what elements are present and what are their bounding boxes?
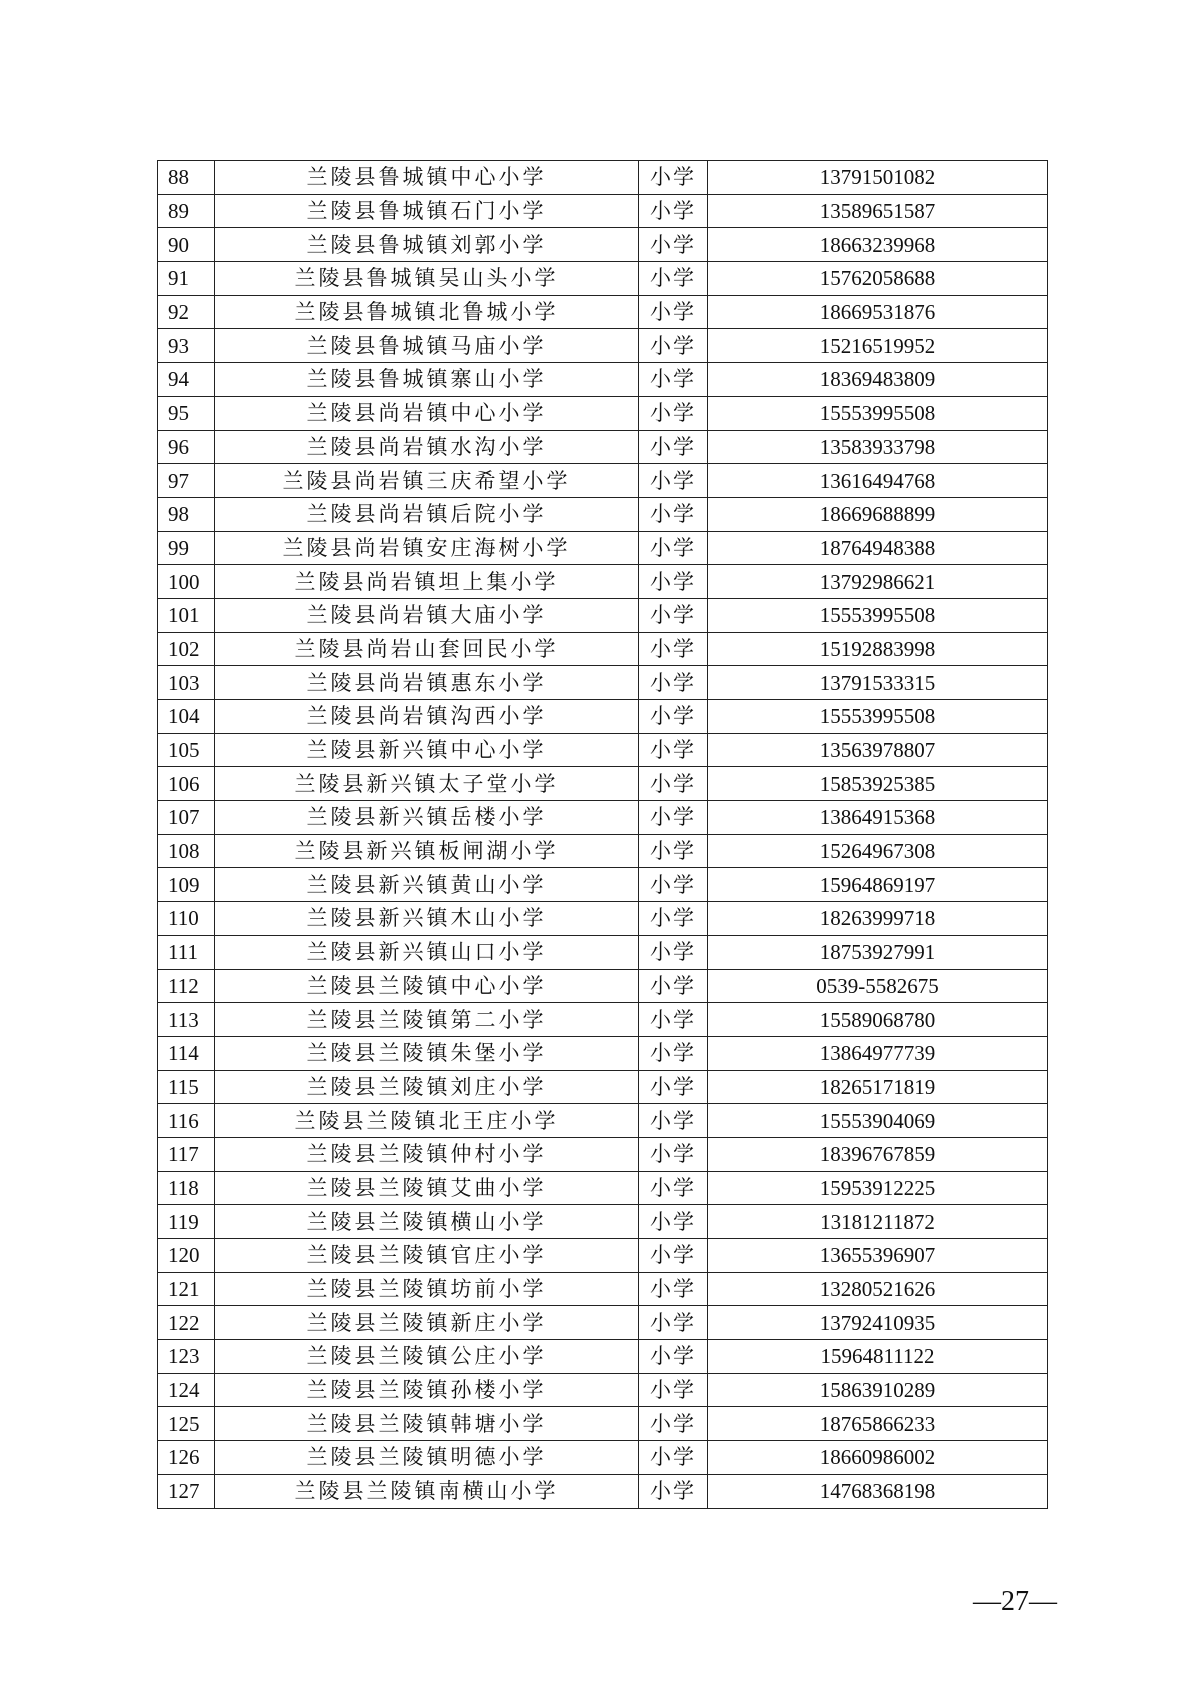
phone-number: 15264967308 — [708, 834, 1048, 868]
table-body — [158, 161, 1048, 1509]
school-type: 小学 — [639, 329, 708, 363]
table-row — [158, 464, 1048, 498]
table-row — [158, 767, 1048, 801]
phone-number: 13563978807 — [708, 733, 1048, 767]
row-number: 98 — [158, 497, 215, 531]
phone-number: 18265171819 — [708, 1070, 1048, 1104]
table-row — [158, 1239, 1048, 1273]
school-name: 兰陵县鲁城镇吴山头小学 — [215, 262, 639, 296]
school-type: 小学 — [639, 1137, 708, 1171]
school-type: 小学 — [639, 194, 708, 228]
school-type: 小学 — [639, 1003, 708, 1037]
school-name: 兰陵县兰陵镇韩塘小学 — [215, 1407, 639, 1441]
school-type: 小学 — [639, 1070, 708, 1104]
table-row — [158, 868, 1048, 902]
phone-number: 13791533315 — [708, 666, 1048, 700]
school-type: 小学 — [639, 666, 708, 700]
phone-number: 18369483809 — [708, 363, 1048, 397]
phone-number: 15853925385 — [708, 767, 1048, 801]
school-type: 小学 — [639, 1036, 708, 1070]
school-name: 兰陵县尚岩镇沟西小学 — [215, 700, 639, 734]
row-number: 93 — [158, 329, 215, 363]
school-name: 兰陵县鲁城镇中心小学 — [215, 161, 639, 195]
row-number: 107 — [158, 801, 215, 835]
row-number: 112 — [158, 969, 215, 1003]
row-number: 122 — [158, 1306, 215, 1340]
school-name: 兰陵县尚岩镇水沟小学 — [215, 430, 639, 464]
phone-number: 18765866233 — [708, 1407, 1048, 1441]
row-number: 126 — [158, 1441, 215, 1475]
table-row — [158, 1272, 1048, 1306]
school-type: 小学 — [639, 1474, 708, 1508]
table-row — [158, 834, 1048, 868]
school-type: 小学 — [639, 396, 708, 430]
school-name: 兰陵县兰陵镇南横山小学 — [215, 1474, 639, 1508]
school-type: 小学 — [639, 497, 708, 531]
table-row — [158, 1340, 1048, 1374]
phone-number: 15953912225 — [708, 1171, 1048, 1205]
row-number: 106 — [158, 767, 215, 801]
row-number: 91 — [158, 262, 215, 296]
table-row — [158, 598, 1048, 632]
phone-number: 15553995508 — [708, 396, 1048, 430]
school-name: 兰陵县新兴镇板闸湖小学 — [215, 834, 639, 868]
row-number: 95 — [158, 396, 215, 430]
school-name: 兰陵县兰陵镇明德小学 — [215, 1441, 639, 1475]
school-name: 兰陵县尚岩镇中心小学 — [215, 396, 639, 430]
phone-number: 13864915368 — [708, 801, 1048, 835]
table-row — [158, 935, 1048, 969]
table-row — [158, 700, 1048, 734]
table-row — [158, 1474, 1048, 1508]
row-number: 110 — [158, 902, 215, 936]
phone-number: 13181211872 — [708, 1205, 1048, 1239]
school-name: 兰陵县兰陵镇第二小学 — [215, 1003, 639, 1037]
school-contact-table — [157, 160, 1048, 1509]
table-row — [158, 295, 1048, 329]
phone-number: 18396767859 — [708, 1137, 1048, 1171]
school-type: 小学 — [639, 228, 708, 262]
phone-number: 15964811122 — [708, 1340, 1048, 1374]
row-number: 94 — [158, 363, 215, 397]
table-row — [158, 329, 1048, 363]
school-name: 兰陵县兰陵镇中心小学 — [215, 969, 639, 1003]
phone-number: 15589068780 — [708, 1003, 1048, 1037]
school-type: 小学 — [639, 565, 708, 599]
table-row — [158, 430, 1048, 464]
school-name: 兰陵县鲁城镇石门小学 — [215, 194, 639, 228]
school-name: 兰陵县兰陵镇艾曲小学 — [215, 1171, 639, 1205]
table-row — [158, 262, 1048, 296]
school-name: 兰陵县鲁城镇北鲁城小学 — [215, 295, 639, 329]
phone-number: 14768368198 — [708, 1474, 1048, 1508]
row-number: 114 — [158, 1036, 215, 1070]
row-number: 97 — [158, 464, 215, 498]
school-type: 小学 — [639, 161, 708, 195]
school-type: 小学 — [639, 262, 708, 296]
school-name: 兰陵县尚岩镇三庆希望小学 — [215, 464, 639, 498]
row-number: 101 — [158, 598, 215, 632]
school-name: 兰陵县兰陵镇北王庄小学 — [215, 1104, 639, 1138]
phone-number: 0539-5582675 — [708, 969, 1048, 1003]
row-number: 88 — [158, 161, 215, 195]
phone-number: 15762058688 — [708, 262, 1048, 296]
phone-number: 15192883998 — [708, 632, 1048, 666]
table-row — [158, 969, 1048, 1003]
school-type: 小学 — [639, 1272, 708, 1306]
school-name: 兰陵县新兴镇木山小学 — [215, 902, 639, 936]
table-row — [158, 1137, 1048, 1171]
table-row — [158, 194, 1048, 228]
school-type: 小学 — [639, 632, 708, 666]
school-name: 兰陵县尚岩镇安庄海树小学 — [215, 531, 639, 565]
row-number: 99 — [158, 531, 215, 565]
table-row — [158, 1407, 1048, 1441]
school-name: 兰陵县新兴镇山口小学 — [215, 935, 639, 969]
row-number: 121 — [158, 1272, 215, 1306]
school-type: 小学 — [639, 868, 708, 902]
table-row — [158, 801, 1048, 835]
school-type: 小学 — [639, 1104, 708, 1138]
phone-number: 18669531876 — [708, 295, 1048, 329]
school-name: 兰陵县兰陵镇朱堡小学 — [215, 1036, 639, 1070]
row-number: 127 — [158, 1474, 215, 1508]
school-name: 兰陵县兰陵镇仲村小学 — [215, 1137, 639, 1171]
school-name: 兰陵县新兴镇太子堂小学 — [215, 767, 639, 801]
school-type: 小学 — [639, 834, 708, 868]
phone-number: 18764948388 — [708, 531, 1048, 565]
row-number: 125 — [158, 1407, 215, 1441]
phone-number: 15553995508 — [708, 700, 1048, 734]
phone-number: 18669688899 — [708, 497, 1048, 531]
table-row — [158, 1441, 1048, 1475]
table-row — [158, 497, 1048, 531]
school-type: 小学 — [639, 733, 708, 767]
school-name: 兰陵县尚岩镇大庙小学 — [215, 598, 639, 632]
school-name: 兰陵县新兴镇岳楼小学 — [215, 801, 639, 835]
school-type: 小学 — [639, 935, 708, 969]
school-type: 小学 — [639, 1171, 708, 1205]
phone-number: 13792410935 — [708, 1306, 1048, 1340]
school-name: 兰陵县尚岩镇后院小学 — [215, 497, 639, 531]
school-type: 小学 — [639, 1441, 708, 1475]
school-type: 小学 — [639, 598, 708, 632]
table-row — [158, 565, 1048, 599]
phone-number: 13792986621 — [708, 565, 1048, 599]
table-row — [158, 1373, 1048, 1407]
school-type: 小学 — [639, 531, 708, 565]
row-number: 90 — [158, 228, 215, 262]
row-number: 100 — [158, 565, 215, 599]
phone-number: 18753927991 — [708, 935, 1048, 969]
school-name: 兰陵县兰陵镇刘庄小学 — [215, 1070, 639, 1104]
table-row — [158, 161, 1048, 195]
phone-number: 13583933798 — [708, 430, 1048, 464]
phone-number: 15553995508 — [708, 598, 1048, 632]
table-row — [158, 363, 1048, 397]
school-name: 兰陵县兰陵镇公庄小学 — [215, 1340, 639, 1374]
phone-number: 18263999718 — [708, 902, 1048, 936]
school-name: 兰陵县兰陵镇孙楼小学 — [215, 1373, 639, 1407]
school-type: 小学 — [639, 767, 708, 801]
school-name: 兰陵县新兴镇黄山小学 — [215, 868, 639, 902]
row-number: 103 — [158, 666, 215, 700]
phone-number: 13791501082 — [708, 161, 1048, 195]
row-number: 119 — [158, 1205, 215, 1239]
row-number: 92 — [158, 295, 215, 329]
school-type: 小学 — [639, 1239, 708, 1273]
school-name: 兰陵县兰陵镇官庄小学 — [215, 1239, 639, 1273]
row-number: 111 — [158, 935, 215, 969]
school-name: 兰陵县兰陵镇横山小学 — [215, 1205, 639, 1239]
row-number: 120 — [158, 1239, 215, 1273]
school-name: 兰陵县鲁城镇马庙小学 — [215, 329, 639, 363]
phone-number: 15216519952 — [708, 329, 1048, 363]
table-row — [158, 396, 1048, 430]
row-number: 89 — [158, 194, 215, 228]
school-name: 兰陵县尚岩山套回民小学 — [215, 632, 639, 666]
phone-number: 13280521626 — [708, 1272, 1048, 1306]
row-number: 113 — [158, 1003, 215, 1037]
phone-number: 18663239968 — [708, 228, 1048, 262]
table-row — [158, 1070, 1048, 1104]
table-row — [158, 902, 1048, 936]
row-number: 116 — [158, 1104, 215, 1138]
school-name: 兰陵县鲁城镇刘郭小学 — [215, 228, 639, 262]
phone-number: 18660986002 — [708, 1441, 1048, 1475]
school-type: 小学 — [639, 700, 708, 734]
phone-number: 13589651587 — [708, 194, 1048, 228]
table-row — [158, 1171, 1048, 1205]
school-name: 兰陵县兰陵镇新庄小学 — [215, 1306, 639, 1340]
table-row — [158, 1036, 1048, 1070]
table-row — [158, 1205, 1048, 1239]
phone-number: 15964869197 — [708, 868, 1048, 902]
school-name: 兰陵县兰陵镇坊前小学 — [215, 1272, 639, 1306]
row-number: 124 — [158, 1373, 215, 1407]
school-type: 小学 — [639, 363, 708, 397]
phone-number: 13655396907 — [708, 1239, 1048, 1273]
school-type: 小学 — [639, 464, 708, 498]
table-row — [158, 1104, 1048, 1138]
table-row — [158, 1306, 1048, 1340]
row-number: 117 — [158, 1137, 215, 1171]
school-type: 小学 — [639, 1205, 708, 1239]
row-number: 118 — [158, 1171, 215, 1205]
phone-number: 15553904069 — [708, 1104, 1048, 1138]
page-number: —27— — [973, 1586, 1057, 1617]
table-row — [158, 531, 1048, 565]
table-row — [158, 228, 1048, 262]
school-name: 兰陵县尚岩镇坦上集小学 — [215, 565, 639, 599]
school-type: 小学 — [639, 801, 708, 835]
school-type: 小学 — [639, 1407, 708, 1441]
table-row — [158, 1003, 1048, 1037]
school-type: 小学 — [639, 969, 708, 1003]
school-type: 小学 — [639, 295, 708, 329]
school-type: 小学 — [639, 430, 708, 464]
row-number: 115 — [158, 1070, 215, 1104]
row-number: 96 — [158, 430, 215, 464]
school-name: 兰陵县尚岩镇惠东小学 — [215, 666, 639, 700]
row-number: 105 — [158, 733, 215, 767]
row-number: 104 — [158, 700, 215, 734]
phone-number: 13616494768 — [708, 464, 1048, 498]
school-type: 小学 — [639, 1306, 708, 1340]
row-number: 108 — [158, 834, 215, 868]
row-number: 102 — [158, 632, 215, 666]
school-name: 兰陵县新兴镇中心小学 — [215, 733, 639, 767]
school-type: 小学 — [639, 1340, 708, 1374]
school-type: 小学 — [639, 1373, 708, 1407]
school-type: 小学 — [639, 902, 708, 936]
table-row — [158, 733, 1048, 767]
school-name: 兰陵县鲁城镇寨山小学 — [215, 363, 639, 397]
table-row — [158, 666, 1048, 700]
row-number: 109 — [158, 868, 215, 902]
table-row — [158, 632, 1048, 666]
phone-number: 15863910289 — [708, 1373, 1048, 1407]
row-number: 123 — [158, 1340, 215, 1374]
phone-number: 13864977739 — [708, 1036, 1048, 1070]
